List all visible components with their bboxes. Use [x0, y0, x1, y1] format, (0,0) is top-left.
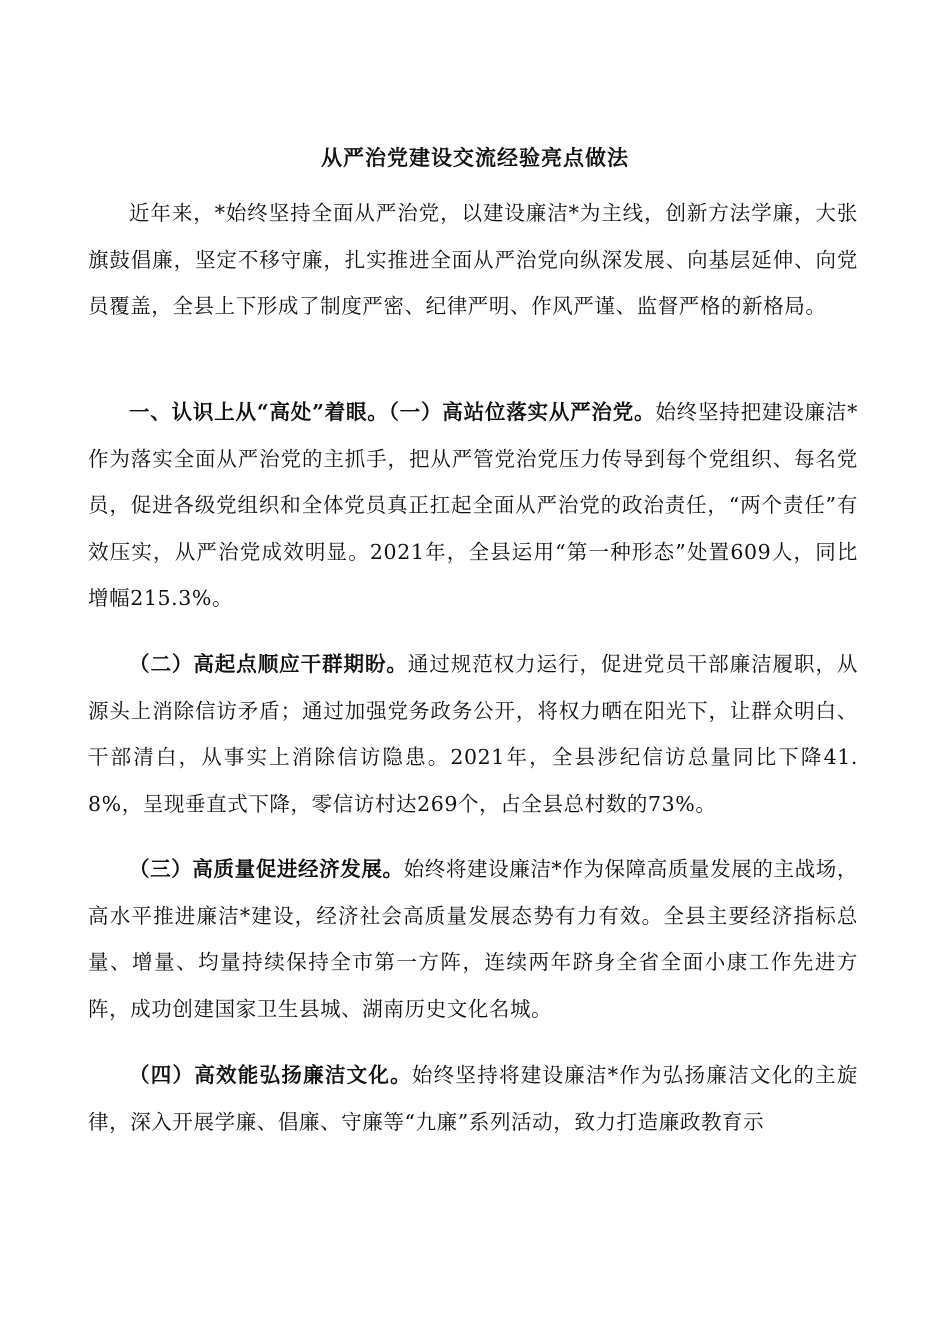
intro-paragraph: 近年来，*始终坚持全面从严治党，以建设廉洁*为主线，创新方法学廉，大张旗鼓倡廉，坚定不移守廉，扎实推进全面从严治党向纵深发展、向基层延伸、向党员覆盖，全县上下形成了制度严密、纪律严明、作风严谨、监督严格的新格局。 — [88, 201, 858, 318]
section-body-2: 通过规范权力运行，促进党员干部廉洁履职，从源头上消除信访矛盾；通过加强党务政务公开，将权力晒在阳光下，让群众明白、干部清白，从事实上消除信访隐患。2021年，全县涉纪信访总量同比下降41.8%，呈现垂直式下降，零信访村达269个，占全县总村数的73%。 — [88, 652, 858, 816]
section-paragraph-2 — [88, 641, 858, 827]
section-paragraph-3 — [88, 846, 858, 1032]
section-heading-1: 一、认识上从“高处”着眼。（一）高站位落实从严治党。 — [129, 400, 656, 424]
section-paragraph-4 — [88, 1052, 858, 1145]
section-heading-3: （三）高质量促进经济发展。 — [129, 857, 404, 881]
section-body-1: 始终坚持把建设廉洁*作为落实全面从严治党的主抓手，把从严管党治党压力传导到每个党组织、每名党员，促进各级党组织和全体党员真正扛起全面从严治党的政治责任，“两个责任”有效压实，从严治党成效明显。2021年，全县运用“第一种形态”处置609人，同比增幅215.3%。 — [88, 400, 859, 610]
document-title: 从严治党建设交流经验亮点做法 — [321, 145, 629, 170]
section-heading-2: （二）高起点顺应干群期盼。 — [129, 652, 408, 676]
section-paragraph-1 — [88, 389, 858, 622]
section-heading-4: （四）高效能弘扬廉洁文化。 — [129, 1063, 412, 1087]
section-body-4: 始终坚持将建设廉洁*作为弘扬廉洁文化的主旋律，深入开展学廉、倡廉、守廉等“九廉”系列活动，致力打造廉政教育示 — [88, 1063, 858, 1134]
section-body-3: 始终将建设廉洁*作为保障高质量发展的主战场，高水平推进廉洁*建设，经济社会高质量发展态势有力有效。全县主要经济指标总量、增量、均量持续保持全市第一方阵，连续两年跻身全省全面小康工作先进方阵，成功创建国家卫生县城、湖南历史文化名城。 — [88, 857, 858, 1021]
